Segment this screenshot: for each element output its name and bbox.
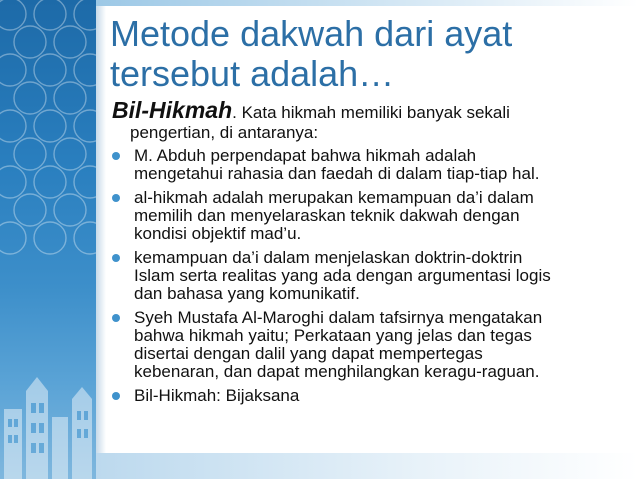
bullet-dot-icon xyxy=(112,152,120,160)
bullet-item xyxy=(112,189,622,243)
bullet-item xyxy=(112,249,622,303)
intro-paragraph xyxy=(112,97,622,143)
bullet-dot-icon xyxy=(112,314,120,322)
building-silhouette-icon xyxy=(0,369,96,479)
bullet-dot-icon xyxy=(112,392,120,400)
bullet-line: bahwa hikmah yaitu; Perkataan yang jelas dan tegas xyxy=(134,326,532,345)
bullet-line: Islam serta realitas yang ada dengan argumentasi logis xyxy=(134,266,551,285)
slide-title xyxy=(110,14,610,94)
bullet-dot-icon xyxy=(112,254,120,262)
bullet-item xyxy=(112,387,622,405)
bullet-line: kondisi objektif mad’u. xyxy=(134,224,302,243)
bottom-decoration-bar xyxy=(96,453,638,479)
bullet-line: kebenaran, dan dapat menghilangkan keragu-raguan. xyxy=(134,362,540,381)
bullet-line: Syeh Mustafa Al-Maroghi dalam tafsirnya mengatakan xyxy=(134,308,543,327)
slide-body xyxy=(112,97,622,411)
intro-lead-term: Bil-Hikmah xyxy=(112,97,233,123)
intro-continuation: pengertian, di antaranya: xyxy=(130,123,319,142)
bullet-line: kemampuan da’i dalam menjelaskan doktrin-doktrin xyxy=(134,248,523,267)
bullet-line: dan bahasa yang komunikatif. xyxy=(134,284,360,303)
bullet-dot-icon xyxy=(112,194,120,202)
bullet-item xyxy=(112,147,622,183)
bullet-line: al-hikmah adalah merupakan kemampuan da’i dalam xyxy=(134,188,534,207)
bullet-line: mengetahui rahasia dan faedah di dalam tiap-tiap hal. xyxy=(134,164,540,183)
panel-edge-shadow xyxy=(96,0,106,479)
arabesque-pattern-icon xyxy=(0,0,96,294)
bullet-line: M. Abduh perpendapat bahwa hikmah adalah xyxy=(134,146,477,165)
bullet-line: disertai dengan dalil yang dapat mempertegas xyxy=(134,344,483,363)
bullet-line: Bil-Hikmah: Bijaksana xyxy=(134,386,300,405)
bullet-line: memilih dan menyelaraskan teknik dakwah dengan xyxy=(134,206,520,225)
side-decoration-panel xyxy=(0,0,96,479)
slide-title-line-2: tersebut adalah… xyxy=(110,53,395,94)
top-decoration-bar xyxy=(96,0,638,6)
slide-title-line-1: Metode dakwah dari ayat xyxy=(110,13,513,54)
intro-text: . Kata hikmah memiliki banyak sekali xyxy=(232,103,510,122)
bullet-list xyxy=(112,147,622,405)
bullet-item xyxy=(112,309,622,381)
